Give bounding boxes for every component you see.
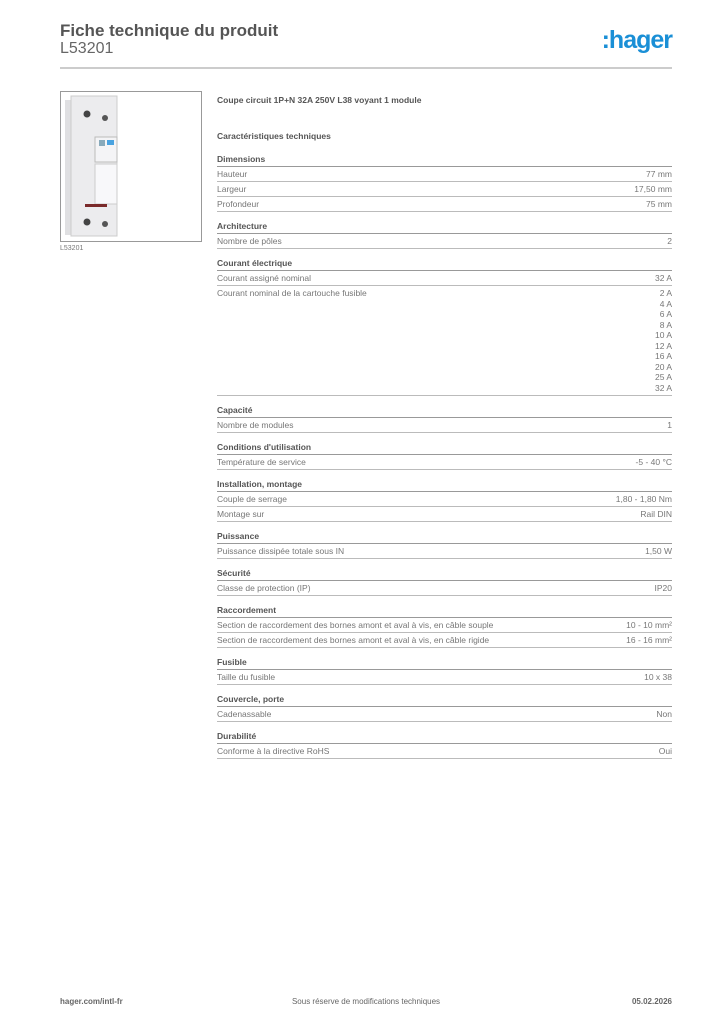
spec-value: 16 A bbox=[654, 351, 672, 361]
spec-value: 20 A bbox=[654, 361, 672, 372]
spec-value: 4 A bbox=[659, 298, 672, 309]
spec-value: 8 A bbox=[659, 319, 672, 330]
spec-section bbox=[217, 404, 672, 433]
section-heading: Fusible bbox=[217, 656, 672, 670]
spec-section bbox=[217, 153, 672, 212]
spec-row bbox=[217, 618, 672, 633]
spec-values bbox=[626, 633, 672, 647]
header-divider bbox=[60, 67, 672, 69]
spec-value: 10 A bbox=[654, 330, 672, 340]
spec-values bbox=[644, 670, 672, 684]
hager-logo: :hager bbox=[601, 26, 672, 54]
spec-section bbox=[217, 693, 672, 722]
spec-value: 1 bbox=[667, 420, 672, 430]
spec-row bbox=[217, 197, 672, 212]
section-heading: Sécurité bbox=[217, 567, 672, 581]
spec-content bbox=[217, 95, 672, 767]
spec-value: 17,50 mm bbox=[634, 184, 672, 194]
spec-row bbox=[217, 286, 672, 396]
spec-row bbox=[217, 744, 672, 759]
section-heading: Puissance bbox=[217, 530, 672, 544]
spec-values bbox=[640, 507, 672, 521]
spec-row bbox=[217, 670, 672, 685]
spec-label: Couple de serrage bbox=[217, 494, 287, 504]
spec-label: Taille du fusible bbox=[217, 672, 276, 682]
fuse-holder-illustration bbox=[61, 92, 201, 241]
spec-value: 2 A bbox=[659, 288, 672, 298]
spec-label: Montage sur bbox=[217, 509, 265, 519]
spec-section bbox=[217, 257, 672, 396]
page-title: Fiche technique du produit bbox=[60, 21, 279, 40]
spec-row bbox=[217, 234, 672, 249]
spec-label: Cadenassable bbox=[217, 709, 272, 719]
spec-row bbox=[217, 707, 672, 722]
spec-row bbox=[217, 581, 672, 596]
spec-section bbox=[217, 604, 672, 648]
section-heading: Durabilité bbox=[217, 730, 672, 744]
section-heading: Architecture bbox=[217, 220, 672, 234]
spec-section bbox=[217, 441, 672, 470]
product-code: L53201 bbox=[60, 40, 114, 57]
spec-value: IP20 bbox=[654, 583, 672, 593]
spec-label: Nombre de modules bbox=[217, 420, 294, 430]
footer-date: 05.02.2026 bbox=[631, 997, 672, 1006]
spec-row bbox=[217, 544, 672, 559]
spec-row bbox=[217, 507, 672, 522]
spec-values bbox=[616, 492, 672, 506]
spec-value: 1,80 - 1,80 Nm bbox=[615, 494, 672, 504]
product-image bbox=[60, 91, 202, 242]
spec-values bbox=[634, 182, 672, 196]
spec-label: Température de service bbox=[217, 457, 306, 467]
section-heading: Couvercle, porte bbox=[217, 693, 672, 707]
spec-value: Oui bbox=[658, 746, 672, 756]
spec-value: 10 - 10 mm² bbox=[626, 620, 672, 630]
spec-section bbox=[217, 730, 672, 759]
spec-label: Nombre de pôles bbox=[217, 236, 282, 246]
spec-value: Rail DIN bbox=[640, 509, 672, 519]
spec-label: Section de raccordement des bornes amont et aval à vis, en câble rigide bbox=[217, 635, 490, 645]
footer-disclaimer: Sous réserve de modifications techniques bbox=[291, 997, 441, 1006]
spec-values bbox=[659, 744, 672, 758]
spec-label: Classe de protection (IP) bbox=[217, 583, 311, 593]
characteristics-title: Caractéristiques techniques bbox=[217, 131, 331, 141]
spec-values bbox=[646, 167, 672, 181]
image-caption: L53201 bbox=[60, 245, 84, 252]
spec-section bbox=[217, 220, 672, 249]
spec-section bbox=[217, 567, 672, 596]
spec-section bbox=[217, 656, 672, 685]
spec-row bbox=[217, 418, 672, 433]
spec-row bbox=[217, 167, 672, 182]
spec-values bbox=[667, 234, 672, 248]
spec-row bbox=[217, 455, 672, 470]
spec-values bbox=[646, 197, 672, 211]
section-heading: Installation, montage bbox=[217, 478, 672, 492]
spec-value: -5 - 40 °C bbox=[635, 457, 672, 467]
spec-section bbox=[217, 478, 672, 522]
spec-row bbox=[217, 492, 672, 507]
spec-values bbox=[655, 581, 673, 595]
spec-label: Conforme à la directive RoHS bbox=[217, 746, 330, 756]
spec-value: 2 bbox=[667, 236, 672, 246]
section-heading: Dimensions bbox=[217, 153, 672, 167]
section-heading: Conditions d'utilisation bbox=[217, 441, 672, 455]
spec-value: 25 A bbox=[654, 372, 672, 382]
spec-value: 75 mm bbox=[646, 199, 672, 209]
spec-value: 77 mm bbox=[646, 169, 672, 179]
spec-value: 6 A bbox=[659, 309, 672, 319]
spec-label: Courant assigné nominal bbox=[217, 273, 312, 283]
spec-values bbox=[626, 618, 672, 632]
spec-value: 1,50 W bbox=[645, 546, 672, 556]
spec-value: 10 x 38 bbox=[644, 672, 672, 682]
spec-values bbox=[667, 418, 672, 432]
spec-label: Puissance dissipée totale sous IN bbox=[217, 546, 345, 556]
spec-label: Section de raccordement des bornes amont et aval à vis, en câble souple bbox=[217, 620, 494, 630]
spec-values bbox=[636, 455, 672, 469]
spec-row bbox=[217, 633, 672, 648]
spec-label: Largeur bbox=[217, 184, 247, 194]
spec-label: Profondeur bbox=[217, 199, 260, 209]
spec-value: 32 A bbox=[654, 382, 672, 393]
section-heading: Raccordement bbox=[217, 604, 672, 618]
section-heading: Capacité bbox=[217, 404, 672, 418]
section-heading: Courant électrique bbox=[217, 257, 672, 271]
spec-label: Courant nominal de la cartouche fusible bbox=[217, 288, 367, 298]
spec-value: 16 - 16 mm² bbox=[626, 635, 672, 645]
spec-value: 12 A bbox=[654, 340, 672, 351]
spec-values bbox=[645, 544, 672, 558]
spec-row bbox=[217, 182, 672, 197]
spec-values bbox=[656, 707, 672, 721]
spec-value: 32 A bbox=[654, 273, 672, 283]
spec-row bbox=[217, 271, 672, 286]
spec-value: Non bbox=[656, 709, 672, 719]
spec-label: Hauteur bbox=[217, 169, 248, 179]
spec-section bbox=[217, 530, 672, 559]
spec-values bbox=[655, 271, 672, 285]
spec-sections bbox=[217, 153, 672, 759]
spec-values bbox=[655, 286, 672, 395]
footer-website-link[interactable]: hager.com/intl-fr bbox=[60, 997, 123, 1006]
product-description: Coupe circuit 1P+N 32A 250V L38 voyant 1 module bbox=[217, 95, 422, 105]
